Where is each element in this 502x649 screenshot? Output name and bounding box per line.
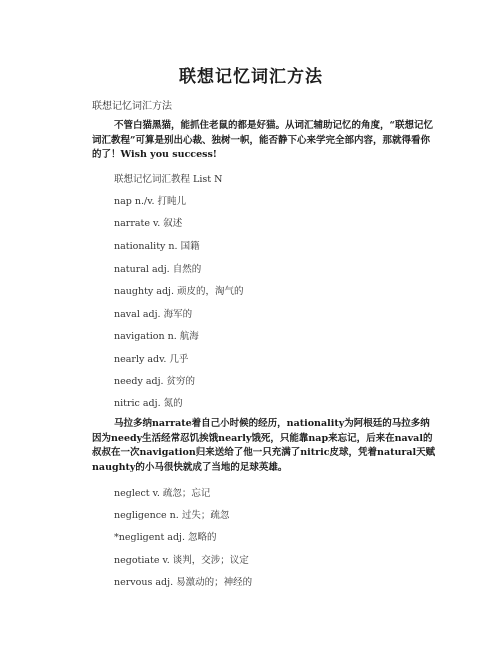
word-entry: *negligent adj. 忽略的 [114, 532, 217, 543]
word-entry: nervous adj. 易激动的；神经的 [114, 577, 253, 588]
word-entry: nitric adj. 氮的 [114, 398, 183, 409]
document-title: 联想记忆词汇方法 [179, 67, 323, 87]
document-subtitle: 联想记忆词汇方法 [92, 101, 172, 112]
word-entry: nationality n. 国籍 [114, 241, 200, 252]
word-entry: nearly adv. 几乎 [114, 354, 189, 365]
word-entry: navigation n. 航海 [114, 331, 199, 342]
word-entry: needy adj. 贫穷的 [114, 376, 196, 387]
word-entry: negligence n. 过失；疏忽 [114, 510, 230, 521]
word-entry: negotiate v. 谈判，交涉；议定 [114, 555, 249, 566]
word-entry: nap n./v. 打盹儿 [114, 196, 187, 207]
intro-paragraph: 不管白猫黑猫，能抓住老鼠的都是好猫。从词汇辅助记忆的角度，“联想记忆词汇教程”可算是别出心裁、独树一帜，能否静下心来学完全部内容，那就得看你的了！Wish you success! [92, 120, 433, 160]
word-entry: neglect v. 疏忽；忘记 [114, 488, 211, 499]
word-entry: narrate v. 叙述 [114, 218, 183, 229]
word-entry: naughty adj. 顽皮的，淘气的 [114, 286, 244, 297]
word-entry: naval adj. 海军的 [114, 309, 193, 320]
list-heading: 联想记忆词汇教程 List N [114, 174, 223, 185]
word-entry: natural adj. 自然的 [114, 264, 202, 275]
story-paragraph: 马拉多纳narrate着自己小时候的经历，nationality为阿根廷的马拉多纳因为needy生活经常忍饥挨饿nearly饿死，只能靠nap来忘记，后来在naval的叔叔在一次navigation归来送给了他一只充满了nitric皮球，凭着natural天赋naughty的小马很快就成了当地的足球英雄。 [92, 418, 436, 473]
